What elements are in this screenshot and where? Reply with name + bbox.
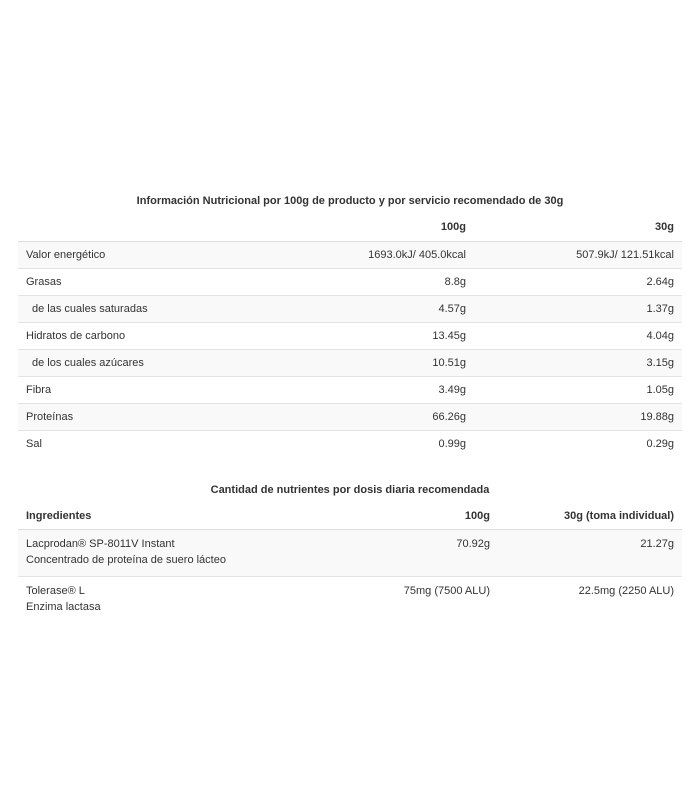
nutrition-table-header — [18, 212, 682, 242]
value-per-30g: 1.37g — [474, 296, 682, 323]
value-per-30g: 21.27g — [498, 530, 682, 577]
value-per-100g: 3.49g — [254, 377, 474, 404]
header-ingredients: Ingredientes — [18, 502, 254, 530]
value-per-100g: 0.99g — [254, 431, 474, 458]
daily-dose-header — [18, 502, 682, 530]
table-row — [18, 530, 682, 577]
value-per-100g: 75mg (7500 ALU) — [254, 577, 498, 624]
value-per-100g: 66.26g — [254, 404, 474, 431]
ingredient-cell — [18, 530, 254, 577]
section-spacer — [18, 457, 682, 476]
ingredient-description: Enzima lactasa — [26, 601, 101, 613]
table-row — [18, 269, 682, 296]
header-per-100g: 100g — [440, 220, 466, 233]
value-per-100g: 8.8g — [254, 269, 474, 296]
table-row — [18, 296, 682, 323]
nutrient-label: Fibra — [18, 377, 254, 404]
header-per-30g-serving: 30g (toma individual) — [498, 502, 682, 530]
nutrient-label: de las cuales saturadas — [18, 296, 254, 323]
value-per-30g: 3.15g — [474, 350, 682, 377]
table-row — [18, 404, 682, 431]
nutrient-label: Grasas — [18, 269, 254, 296]
ingredient-name: Lacprodan® SP-8011V Instant — [26, 538, 175, 550]
header-per-100g: 100g — [254, 502, 498, 530]
nutrient-label: de los cuales azúcares — [18, 350, 254, 377]
header-nutrient — [18, 212, 254, 242]
nutrient-label: Proteínas — [18, 404, 254, 431]
table-row — [18, 377, 682, 404]
value-per-100g: 4.57g — [254, 296, 474, 323]
daily-dose-table — [18, 502, 682, 623]
value-per-30g: 4.04g — [474, 323, 682, 350]
nutrient-label: Valor energético — [18, 242, 254, 269]
value-per-100g: 1693.0kJ/ 405.0kcal — [254, 242, 474, 269]
value-per-30g: 19.88g — [474, 404, 682, 431]
value-per-30g: 22.5mg (2250 ALU) — [498, 577, 682, 624]
table-row — [18, 242, 682, 269]
nutrient-label: Sal — [18, 431, 254, 458]
value-per-30g: 0.29g — [474, 431, 682, 458]
value-per-30g: 1.05g — [474, 377, 682, 404]
table-row — [18, 323, 682, 350]
table-row — [18, 577, 682, 624]
ingredient-description: Concentrado de proteína de suero lácteo — [26, 554, 226, 566]
table-row — [18, 350, 682, 377]
value-per-100g: 13.45g — [254, 323, 474, 350]
ingredient-cell — [18, 577, 254, 624]
value-per-100g: 10.51g — [254, 350, 474, 377]
value-per-100g: 70.92g — [254, 530, 498, 577]
daily-dose-title: Cantidad de nutrientes por dosis diaria recomendada — [210, 484, 490, 496]
value-per-30g: 2.64g — [474, 269, 682, 296]
nutrition-table-title: Información Nutricional por 100g de producto y por servicio recomendado de 30g — [136, 195, 564, 207]
ingredient-name: Tolerase® L — [26, 585, 85, 597]
nutrition-info-section — [18, 188, 682, 623]
nutrition-table — [18, 212, 682, 457]
header-per-30g: 30g — [655, 220, 674, 233]
table-row — [18, 431, 682, 458]
value-per-30g: 507.9kJ/ 121.51kcal — [474, 242, 682, 269]
nutrient-label: Hidratos de carbono — [18, 323, 254, 350]
